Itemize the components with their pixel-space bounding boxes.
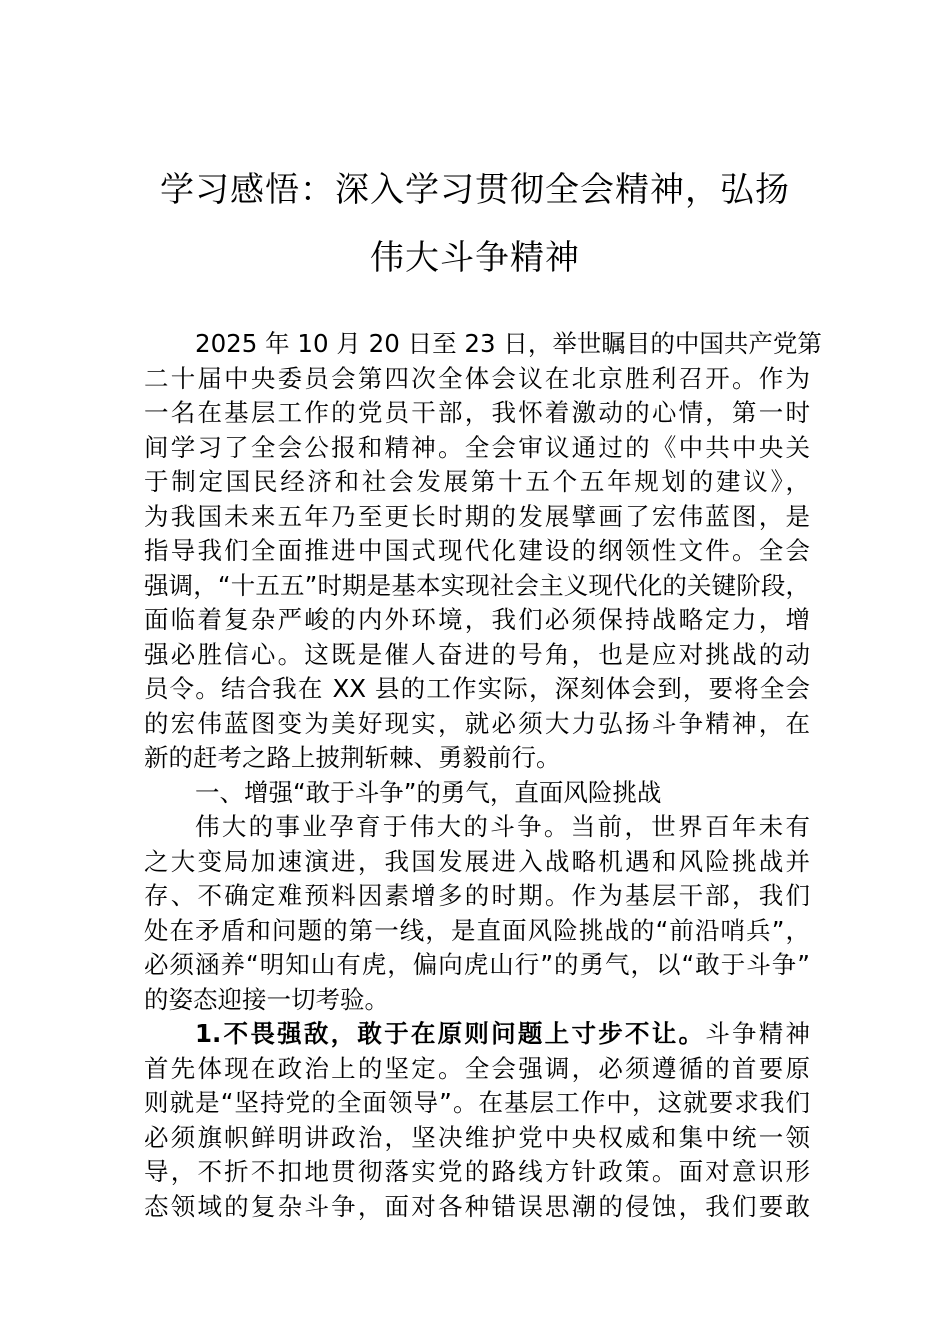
paragraph-3-line: 态领域的复杂斗争，面对各种错误思潮的侵蚀，我们要敢: [144, 1191, 810, 1221]
paragraph-1-line: 强必胜信心。这既是催人奋进的号角，也是应对挑战的动: [144, 639, 810, 669]
paragraph-1-line: 2025 年 10 月 20 日至 23 日，举世瞩目的中国共产党第: [195, 329, 822, 358]
paragraph-1-line: 指导我们全面推进中国式现代化建设的纲领性文件。全会: [144, 536, 810, 565]
paragraph-3-lead-rest: 斗争精神: [705, 1019, 811, 1048]
paragraph-3-line: 则就是“坚持党的全面领导”。在基层工作中，这就要求我们: [144, 1088, 810, 1117]
section-heading-1: 一、增强“敢于斗争”的勇气，直面风险挑战: [195, 777, 662, 807]
paragraph-2-line: 的姿态迎接一切考验。: [144, 984, 389, 1014]
document-body: [144, 327, 822, 1224]
paragraph-1-line: 员令。结合我在 XX 县的工作实际，深刻体会到，要将全会: [144, 674, 810, 703]
paragraph-3-lead-line: [144, 1017, 810, 1052]
paragraph-1-line: 于制定国民经济和社会发展第十五个五年规划的建议》，: [144, 467, 810, 496]
paragraph-3-bold-lead: 1.不畏强敌，敢于在原则问题上寸步不让。: [195, 1019, 706, 1048]
paragraph-1-line: 为我国未来五年乃至更长时期的发展擘画了宏伟蓝图，是: [144, 501, 810, 531]
paragraph-2-line: 必须涵养“明知山有虎，偏向虎山行”的勇气，以“敢于斗争”: [144, 950, 810, 979]
paragraph-3-line: 导，不折不扣地贯彻落实党的路线方针政策。面对意识形: [144, 1157, 810, 1186]
paragraph-1-line: 面临着复杂严峻的内外环境，我们必须保持战略定力，增: [144, 605, 810, 634]
paragraph-3-line: 必须旗帜鲜明讲政治，坚决维护党中央权威和集中统一领: [144, 1122, 810, 1152]
document-title-line-1: 学习感悟：深入学习贯彻全会精神，弘扬: [160, 170, 790, 210]
paragraph-1-line: 强调，“十五五”时期是基本实现社会主义现代化的关键阶段，: [144, 570, 810, 600]
paragraph-1-line: 一名在基层工作的党员干部，我怀着激动的心情，第一时: [144, 398, 810, 427]
paragraph-2-line: 之大变局加速演进，我国发展进入战略机遇和风险挑战并: [144, 846, 810, 876]
paragraph-1-line: 二十届中央委员会第四次全体会议在北京胜利召开。作为: [144, 363, 810, 393]
paragraph-2-line: 处在矛盾和问题的第一线，是直面风险挑战的“前沿哨兵”，: [144, 915, 810, 945]
paragraph-2-line: 存、不确定难预料因素增多的时期。作为基层干部，我们: [144, 881, 810, 910]
paragraph-1-line: 的宏伟蓝图变为美好现实，就必须大力弘扬斗争精神，在: [144, 708, 810, 738]
paragraph-1-line: 间学习了全会公报和精神。全会审议通过的《中共中央关: [144, 432, 810, 462]
paragraph-3-line: 首先体现在政治上的坚定。全会强调，必须遵循的首要原: [144, 1053, 810, 1083]
paragraph-2-line: 伟大的事业孕育于伟大的斗争。当前，世界百年未有: [195, 812, 810, 841]
paragraph-1-line: 新的赶考之路上披荆斩棘、勇毅前行。: [144, 743, 561, 772]
document-title-line-2: 伟大斗争精神: [370, 238, 580, 278]
